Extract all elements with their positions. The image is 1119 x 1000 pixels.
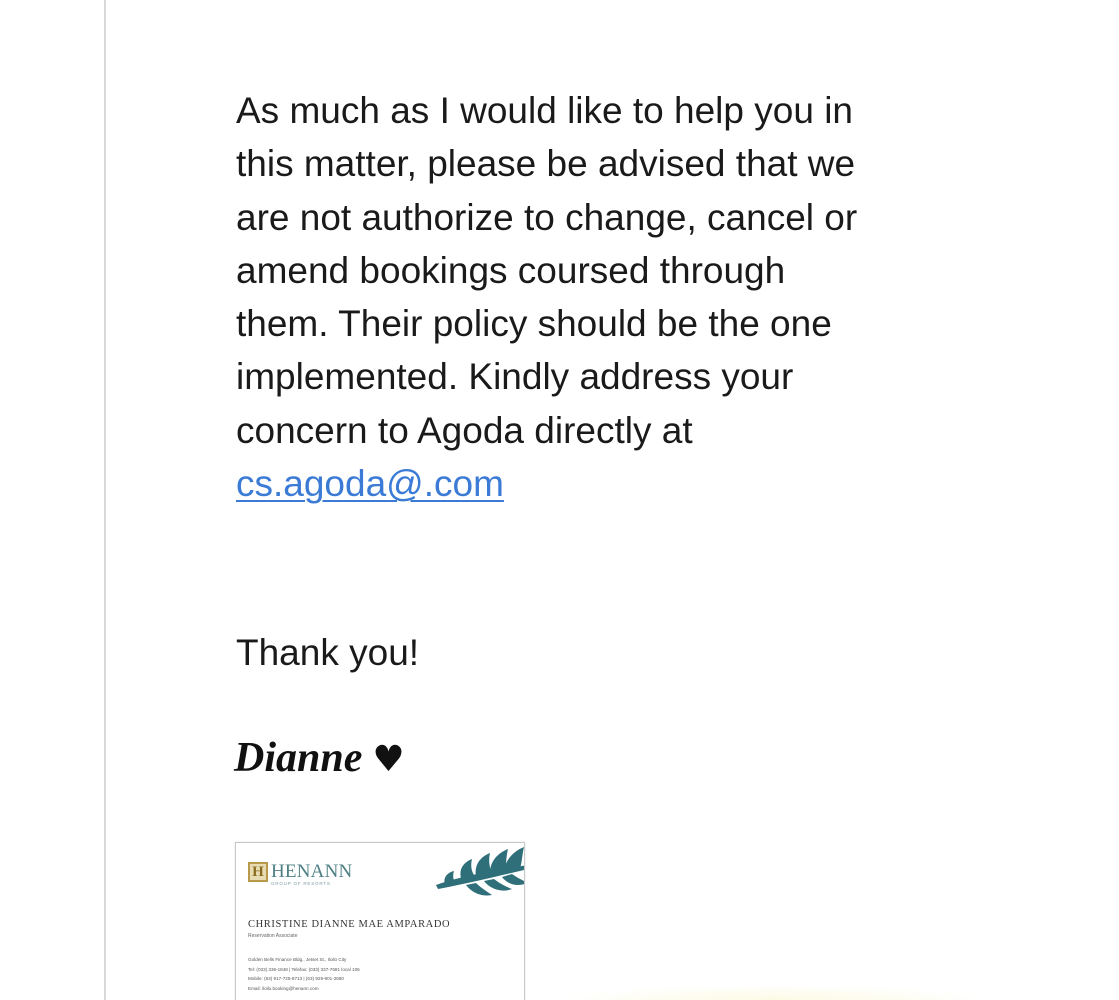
signature-name: Dianne [234,735,363,781]
message-line: concern to Agoda directly at [236,409,693,451]
message-line: are not authorize to change, cancel or [236,196,858,238]
card-role: Reservation Associate [248,933,298,939]
heart-icon: ♥ [372,739,405,780]
message-line: amend bookings coursed through [236,249,786,291]
closing-text: Thank you! [236,632,420,673]
message-line: this matter, please be advised that we [236,143,856,185]
message-line: them. Their policy should be the one [236,303,832,345]
message-body [236,84,996,510]
card-contact-line: Golden Bells Finance Bldg., Jetset St., Iloilo City [248,957,347,962]
card-contact-line: Tel: (033) 336-1848 | Telefax: (033) 337-7681 local 106 [248,966,360,972]
business-card-image[interactable] [235,842,525,1000]
brand-name: HENANN [271,861,353,882]
left-divider [104,0,106,1000]
bottom-highlight [560,985,990,1000]
card-contact-line: Email: iloilo.booking@henann.com [248,985,319,991]
message-line: implemented. Kindly address your [236,356,794,398]
card-contact-block [248,955,360,993]
logo-mark-icon: H [248,862,268,882]
card-person-name: CHRISTINE DIANNE MAE AMPARADO [248,919,451,930]
leaf-ornament-icon [432,845,525,901]
message-line: As much as I would like to help you in [236,90,853,131]
email-link[interactable]: cs.agoda@.com [236,463,504,505]
brand-tagline: GROUP OF RESORTS [271,881,331,886]
signature [234,728,405,790]
card-contact-line: Mobile: (63) 917-725-8713 | (63) 929-901-2680 [248,976,344,981]
